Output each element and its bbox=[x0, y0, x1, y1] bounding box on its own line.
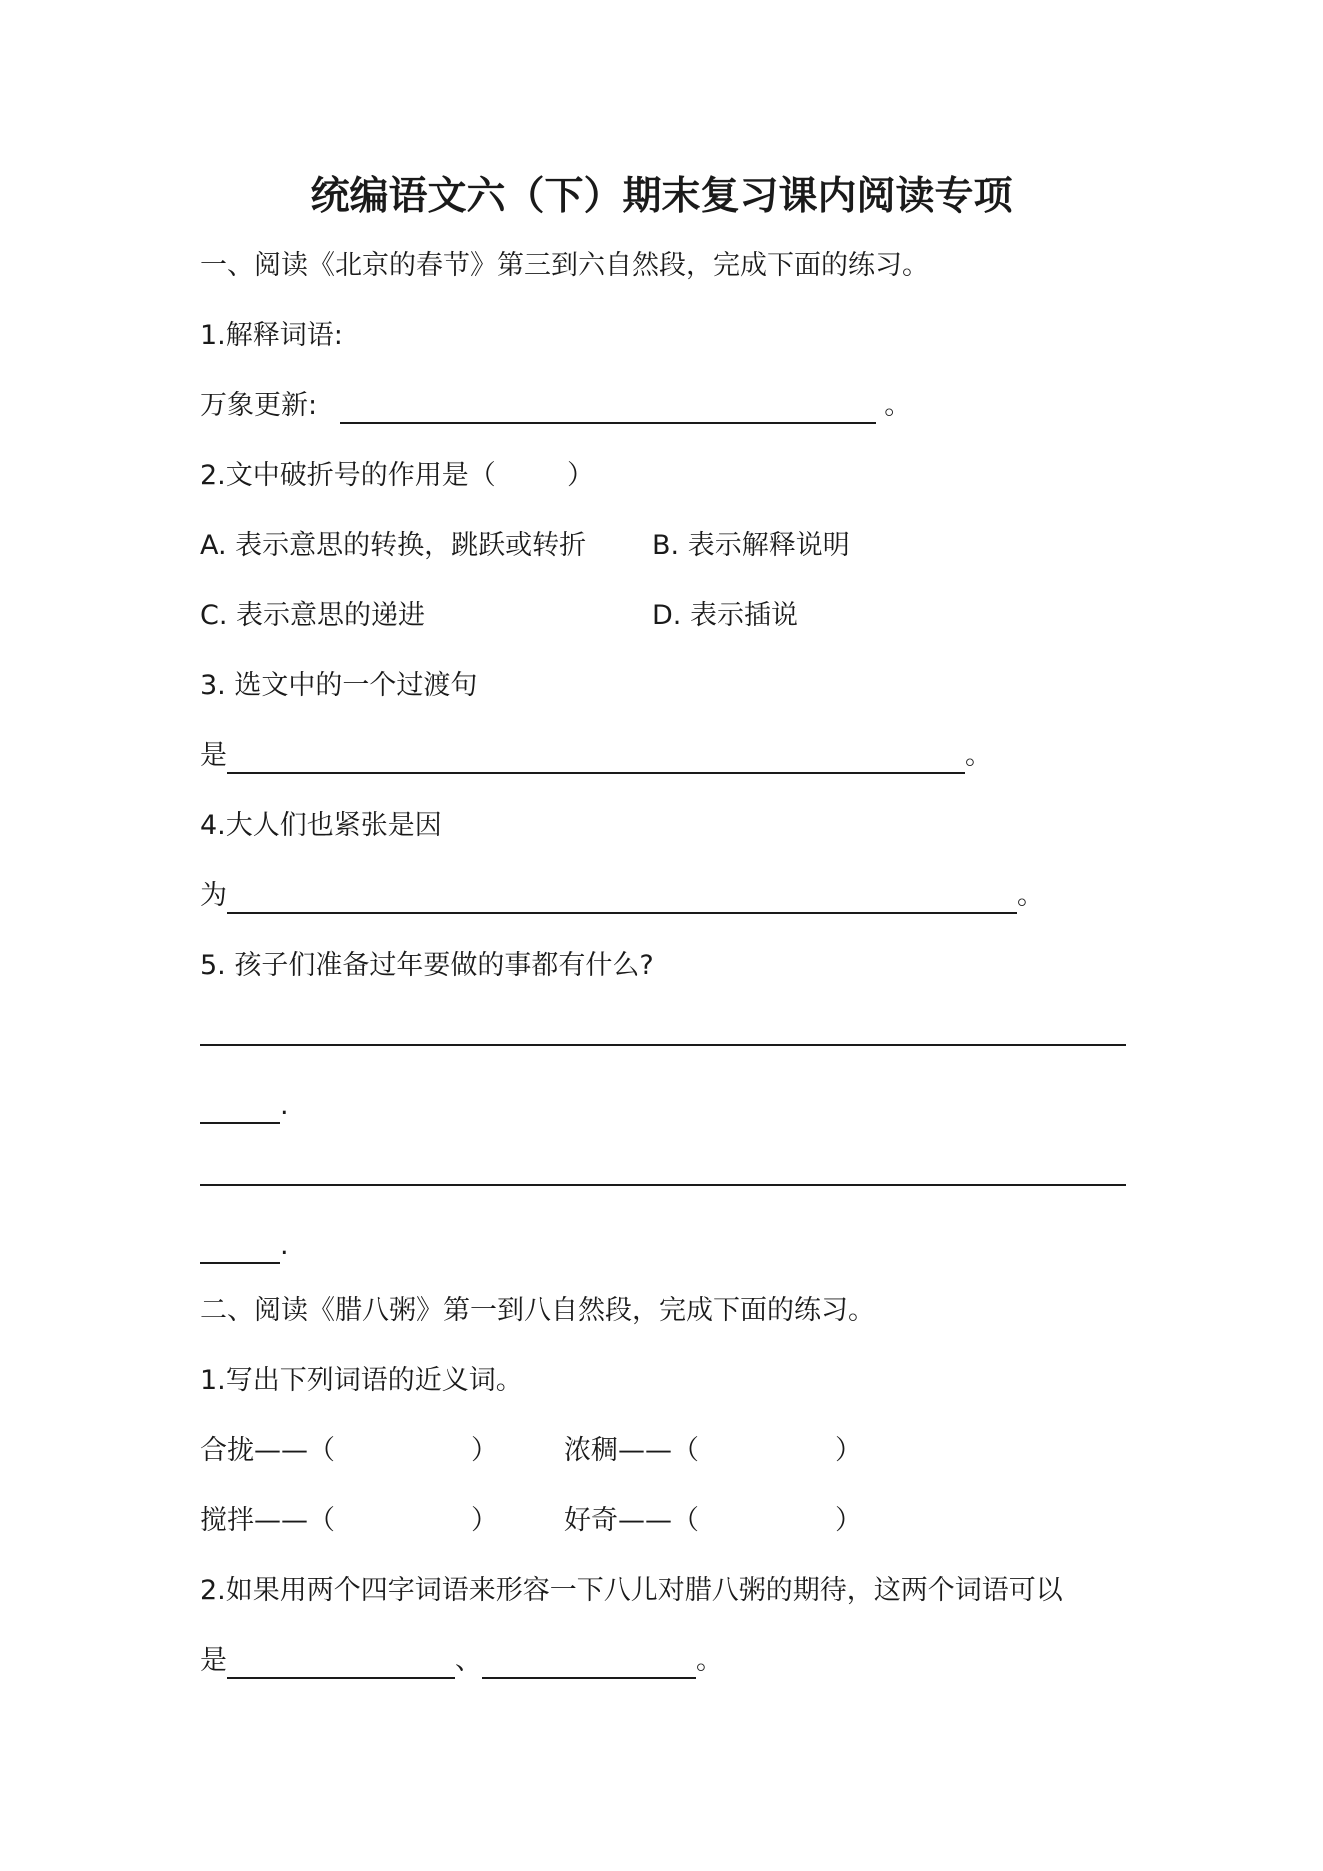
s1-q5-tail-row-2 bbox=[200, 1228, 289, 1264]
s1-q4-end: 。 bbox=[1017, 880, 1044, 911]
s2-q1-close-3: ） bbox=[471, 1505, 498, 1536]
s2-q1-label: 1.写出下列词语的近义词。 bbox=[200, 1365, 523, 1396]
s1-q2-option-d: D. 表示插说 bbox=[652, 600, 798, 631]
s1-q2-close: ） bbox=[566, 460, 594, 491]
s2-q1-close-4: ） bbox=[835, 1505, 862, 1536]
s1-q4-answer-blank[interactable] bbox=[227, 882, 1017, 914]
s1-q5-answer-line-2[interactable] bbox=[200, 1184, 1126, 1186]
s2-q1-close-1: ） bbox=[471, 1435, 498, 1466]
s1-q3-row bbox=[200, 738, 992, 774]
s2-q1-word-2: 浓稠——（ bbox=[564, 1435, 699, 1466]
s2-q1-word-4: 好奇——（ bbox=[564, 1505, 699, 1536]
s1-q5-label: 5. 孩子们准备过年要做的事都有什么? bbox=[200, 950, 654, 981]
s1-q1-label: 1.解释词语: bbox=[200, 320, 343, 351]
s2-q2-row bbox=[200, 1643, 723, 1679]
s2-q1-pair-2 bbox=[564, 1433, 862, 1469]
section1-heading: 一、阅读《北京的春节》第三到六自然段，完成下面的练习。 bbox=[200, 250, 929, 281]
s2-q2-prefix: 是 bbox=[200, 1645, 227, 1676]
s1-q3-label: 3. 选文中的一个过渡句 bbox=[200, 670, 478, 701]
s2-q1-word-1: 合拢——（ bbox=[200, 1435, 335, 1466]
s1-q1-row bbox=[200, 388, 911, 424]
s1-q1-term: 万象更新: bbox=[200, 390, 318, 421]
s1-q2-option-c: C. 表示意思的递进 bbox=[200, 600, 426, 631]
s1-q3-prefix: 是 bbox=[200, 740, 227, 771]
s1-q2-label: 2.文中破折号的作用是（ bbox=[200, 460, 496, 491]
s1-q5-tail-dot-1: . bbox=[280, 1090, 289, 1121]
s1-q2-row bbox=[200, 458, 594, 494]
s1-q5-tail-row-1 bbox=[200, 1088, 289, 1124]
s2-q1-word-3: 搅拌——（ bbox=[200, 1505, 335, 1536]
s2-q2-label: 2.如果用两个四字词语来形容一下八儿对腊八粥的期待，这两个词语可以 bbox=[200, 1575, 1063, 1606]
s1-q3-answer-blank[interactable] bbox=[227, 742, 965, 774]
s1-q4-prefix: 为 bbox=[200, 880, 227, 911]
s1-q2-option-b: B. 表示解释说明 bbox=[652, 530, 850, 561]
s2-q1-pair-4 bbox=[564, 1503, 862, 1539]
s1-q5-answer-line-1[interactable] bbox=[200, 1044, 1126, 1046]
s1-q5-answer-tail-2[interactable] bbox=[200, 1232, 280, 1264]
s1-q1-end: 。 bbox=[884, 390, 912, 421]
s1-q4-label: 4.大人们也紧张是因 bbox=[200, 810, 442, 841]
s2-q2-answer-blank-2[interactable] bbox=[482, 1647, 696, 1679]
s2-q1-close-2: ） bbox=[835, 1435, 862, 1466]
s1-q4-row bbox=[200, 878, 1044, 914]
s2-q2-end: 。 bbox=[696, 1645, 723, 1676]
s2-q1-pair-1 bbox=[200, 1433, 498, 1469]
s2-q2-answer-blank-1[interactable] bbox=[227, 1647, 455, 1679]
s2-q2-separator: 、 bbox=[455, 1645, 482, 1676]
page-title: 统编语文六（下）期末复习课内阅读专项 bbox=[310, 174, 1013, 219]
s1-q1-answer-blank[interactable] bbox=[340, 392, 876, 424]
s1-q5-answer-tail-1[interactable] bbox=[200, 1092, 280, 1124]
section2-heading: 二、阅读《腊八粥》第一到八自然段，完成下面的练习。 bbox=[200, 1295, 875, 1326]
s1-q2-option-a: A. 表示意思的转换，跳跃或转折 bbox=[200, 530, 587, 561]
s1-q3-end: 。 bbox=[965, 740, 992, 771]
s2-q1-pair-3 bbox=[200, 1503, 498, 1539]
s1-q5-tail-dot-2: . bbox=[280, 1230, 289, 1261]
